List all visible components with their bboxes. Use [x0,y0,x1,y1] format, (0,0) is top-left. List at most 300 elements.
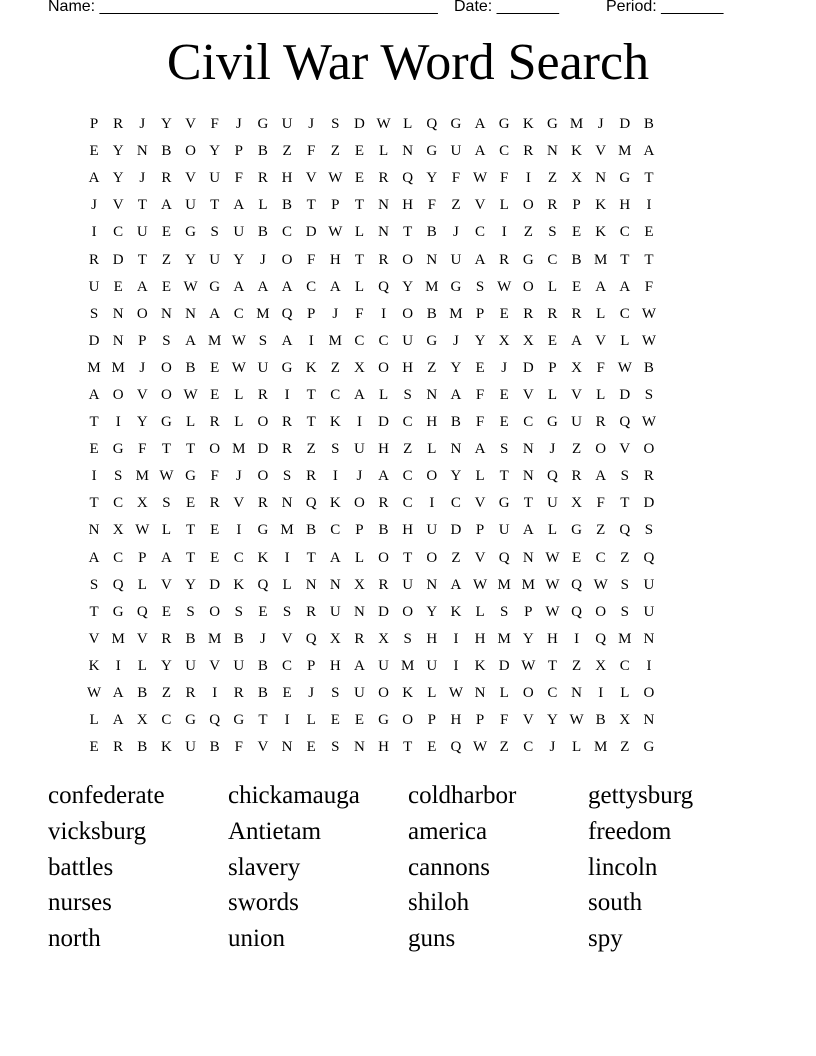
grid-letter[interactable]: S [89,576,99,593]
grid-letter[interactable]: R [306,603,317,620]
grid-letter[interactable]: N [136,143,148,160]
grid-letter[interactable]: J [356,468,363,485]
grid-letter[interactable]: W [545,603,560,620]
grid-letter[interactable]: M [232,441,246,458]
grid-letter[interactable]: L [354,278,365,295]
grid-letter[interactable]: V [281,630,293,647]
grid-letter[interactable]: P [475,305,485,322]
grid-letter[interactable]: T [354,197,365,214]
grid-letter[interactable]: H [378,441,389,458]
grid-letter[interactable]: R [282,414,293,431]
grid-letter[interactable]: B [161,143,172,160]
grid-letter[interactable]: O [595,603,607,620]
grid-letter[interactable]: N [474,685,486,702]
grid-letter[interactable]: M [111,359,125,376]
grid-letter[interactable]: S [500,603,509,620]
grid-letter[interactable]: T [499,468,509,485]
grid-letter[interactable]: L [185,414,196,431]
grid-letter[interactable]: C [282,657,293,674]
grid-letter[interactable]: O [402,712,414,729]
grid-letter[interactable]: V [522,712,534,729]
grid-letter[interactable]: G [498,116,510,133]
grid-letter[interactable]: Z [330,143,340,160]
grid-letter[interactable]: W [231,359,246,376]
grid-letter[interactable]: W [593,576,608,593]
grid-letter[interactable]: Y [112,170,124,187]
grid-letter[interactable]: I [115,657,121,674]
grid-letter[interactable]: O [402,251,414,268]
grid-letter[interactable]: U [450,251,462,268]
grid-letter[interactable]: N [571,685,582,702]
grid-letter[interactable]: C [233,549,244,566]
grid-letter[interactable]: A [474,441,486,458]
grid-letter[interactable]: H [474,630,486,647]
grid-letter[interactable]: S [331,116,340,133]
grid-letter[interactable]: A [474,116,486,133]
grid-letter[interactable]: V [161,576,172,593]
grid-letter[interactable]: L [620,332,630,349]
grid-letter[interactable]: A [474,251,486,268]
grid-letter[interactable]: L [571,739,582,756]
grid-letter[interactable]: S [210,224,219,241]
grid-letter[interactable]: H [281,170,293,187]
grid-letter[interactable]: L [547,386,558,403]
grid-letter[interactable]: S [620,576,629,593]
grid-letter[interactable]: R [595,414,606,431]
grid-letter[interactable]: V [136,630,148,647]
grid-letter[interactable]: A [329,278,341,295]
grid-letter[interactable]: Y [136,414,148,431]
grid-letter[interactable]: J [308,685,315,702]
grid-letter[interactable]: Q [136,603,148,620]
grid-letter[interactable]: I [356,414,362,431]
grid-letter[interactable]: Z [330,359,340,376]
grid-letter[interactable]: A [112,712,124,729]
grid-letter[interactable]: U [643,603,655,620]
grid-letter[interactable]: A [88,170,100,187]
grid-letter[interactable]: O [112,386,124,403]
grid-letter[interactable]: S [548,224,557,241]
grid-letter[interactable]: J [453,332,459,349]
grid-letter[interactable]: C [619,305,630,322]
grid-letter[interactable]: U [185,657,196,674]
grid-letter[interactable]: G [426,332,438,349]
grid-letter[interactable]: D [619,386,631,403]
grid-letter[interactable]: P [307,305,316,322]
grid-letter[interactable]: R [306,468,317,485]
grid-letter[interactable]: B [137,739,148,756]
grid-letter[interactable]: Z [306,441,316,458]
grid-letter[interactable]: L [499,197,509,214]
grid-letter[interactable]: Q [595,630,607,647]
grid-letter[interactable]: O [643,441,655,458]
grid-letter[interactable]: Q [305,630,317,647]
grid-letter[interactable]: L [378,386,389,403]
grid-letter[interactable]: M [449,305,463,322]
grid-letter[interactable]: F [644,278,654,295]
grid-letter[interactable]: A [450,576,462,593]
grid-letter[interactable]: H [426,414,438,431]
grid-letter[interactable]: F [500,712,509,729]
grid-letter[interactable]: E [306,739,316,756]
grid-letter[interactable]: Y [474,332,486,349]
grid-letter[interactable]: M [328,332,342,349]
grid-letter[interactable]: T [403,224,413,241]
grid-letter[interactable]: P [89,116,99,133]
grid-letter[interactable]: N [426,251,438,268]
grid-letter[interactable]: B [282,197,293,214]
grid-letter[interactable]: T [210,197,220,214]
grid-letter[interactable]: I [646,197,652,214]
grid-letter[interactable]: D [619,116,631,133]
grid-letter[interactable]: E [282,685,292,702]
grid-letter[interactable]: Z [620,549,630,566]
grid-letter[interactable]: W [183,386,198,403]
grid-letter[interactable]: N [88,522,100,539]
grid-letter[interactable]: E [210,522,220,539]
grid-letter[interactable]: V [474,495,486,512]
grid-letter[interactable]: W [641,332,657,349]
grid-letter[interactable]: O [402,305,414,322]
grid-letter[interactable]: O [522,685,534,702]
grid-letter[interactable]: W [376,116,391,133]
grid-letter[interactable]: A [378,468,389,485]
grid-letter[interactable]: R [113,739,124,756]
grid-letter[interactable]: D [257,441,269,458]
grid-letter[interactable]: V [257,739,269,756]
grid-letter[interactable]: Y [402,278,414,295]
grid-letter[interactable]: G [450,278,462,295]
grid-letter[interactable]: Z [427,359,437,376]
grid-letter[interactable]: U [571,414,582,431]
grid-letter[interactable]: C [402,468,413,485]
grid-letter[interactable]: V [474,549,486,566]
grid-letter[interactable]: X [329,630,341,647]
grid-letter[interactable]: A [595,278,607,295]
grid-letter[interactable]: G [257,522,269,539]
grid-letter[interactable]: P [475,712,485,729]
grid-letter[interactable]: Z [571,441,582,458]
grid-letter[interactable]: K [329,414,341,431]
grid-letter[interactable]: G [233,712,245,729]
grid-letter[interactable]: B [595,712,606,729]
grid-letter[interactable]: L [475,468,485,485]
grid-letter[interactable]: R [113,116,124,133]
grid-letter[interactable]: N [305,576,317,593]
grid-letter[interactable]: X [136,495,148,512]
grid-letter[interactable]: Q [209,712,221,729]
grid-letter[interactable]: T [523,495,533,512]
grid-letter[interactable]: S [162,332,171,349]
grid-letter[interactable]: L [596,305,606,322]
grid-letter[interactable]: K [450,603,462,620]
grid-letter[interactable]: T [306,197,316,214]
grid-letter[interactable]: Z [451,549,461,566]
grid-letter[interactable]: Y [233,251,245,268]
grid-letter[interactable]: N [643,712,655,729]
grid-letter[interactable]: K [522,116,534,133]
grid-letter[interactable]: E [499,414,509,431]
grid-letter[interactable]: I [574,630,580,647]
grid-letter[interactable]: P [524,603,533,620]
grid-letter[interactable]: B [257,685,268,702]
grid-letter[interactable]: N [450,441,462,458]
grid-letter[interactable]: L [475,603,485,620]
grid-letter[interactable]: F [475,386,485,403]
grid-letter[interactable]: G [257,116,269,133]
grid-letter[interactable]: Q [426,116,438,133]
grid-letter[interactable]: J [139,359,146,376]
grid-letter[interactable]: O [354,495,365,512]
grid-letter[interactable]: N [595,170,607,187]
grid-letter[interactable]: F [500,170,509,187]
grid-letter[interactable]: F [307,251,316,268]
grid-letter[interactable]: B [185,630,196,647]
grid-letter[interactable]: N [112,305,124,322]
grid-letter[interactable]: U [498,522,510,539]
grid-letter[interactable]: E [258,603,268,620]
grid-letter[interactable]: D [643,495,655,512]
grid-letter[interactable]: U [354,685,365,702]
grid-letter[interactable]: R [643,468,654,485]
grid-letter[interactable]: C [547,251,558,268]
grid-letter[interactable]: G [112,603,124,620]
grid-letter[interactable]: E [89,143,99,160]
grid-letter[interactable]: U [233,657,245,674]
grid-letter[interactable]: Z [499,739,509,756]
grid-letter[interactable]: W [617,359,632,376]
date-field[interactable]: Date: _______ [454,0,559,15]
grid-letter[interactable]: X [571,359,582,376]
grid-letter[interactable]: E [571,278,582,295]
grid-letter[interactable]: C [113,495,124,512]
grid-letter[interactable]: V [136,386,148,403]
grid-letter[interactable]: B [643,116,654,133]
grid-letter[interactable]: T [185,549,196,566]
grid-letter[interactable]: Y [426,170,438,187]
grid-letter[interactable]: L [403,116,413,133]
grid-letter[interactable]: R [185,685,196,702]
grid-letter[interactable]: J [260,251,266,268]
grid-letter[interactable]: D [305,224,317,241]
grid-letter[interactable]: W [545,576,560,593]
grid-letter[interactable]: V [522,386,534,403]
grid-letter[interactable]: D [88,332,100,349]
grid-letter[interactable]: J [549,739,556,756]
grid-letter[interactable]: E [499,305,509,322]
grid-letter[interactable]: O [209,441,221,458]
grid-letter[interactable]: M [111,630,125,647]
grid-letter[interactable]: Z [523,224,533,241]
grid-letter[interactable]: I [284,549,290,566]
grid-letter[interactable]: Z [620,739,630,756]
grid-letter[interactable]: R [571,468,582,485]
grid-letter[interactable]: Y [450,468,462,485]
grid-letter[interactable]: R [233,685,244,702]
grid-letter[interactable]: R [257,170,268,187]
grid-letter[interactable]: U [88,278,100,295]
grid-letter[interactable]: L [234,414,244,431]
grid-letter[interactable]: Q [305,495,317,512]
grid-letter[interactable]: S [89,305,99,322]
grid-letter[interactable]: I [308,332,314,349]
grid-letter[interactable]: S [331,685,340,702]
grid-letter[interactable]: E [475,359,485,376]
grid-letter[interactable]: Q [281,305,293,322]
name-field[interactable]: Name: ______________________________________ [48,0,438,15]
grid-letter[interactable]: D [354,116,365,133]
grid-letter[interactable]: J [91,197,97,214]
grid-letter[interactable]: B [209,739,220,756]
grid-letter[interactable]: E [644,224,654,241]
grid-letter[interactable]: C [547,685,558,702]
grid-letter[interactable]: U [643,576,655,593]
grid-letter[interactable]: V [185,170,196,187]
grid-letter[interactable]: E [427,739,437,756]
grid-letter[interactable]: L [282,576,292,593]
grid-letter[interactable]: H [547,630,558,647]
grid-letter[interactable]: N [161,305,172,322]
grid-letter[interactable]: V [233,495,245,512]
grid-letter[interactable]: A [281,278,293,295]
grid-letter[interactable]: V [619,441,631,458]
grid-letter[interactable]: K [161,739,172,756]
grid-letter[interactable]: C [233,305,244,322]
grid-letter[interactable]: M [569,116,584,133]
grid-letter[interactable]: Y [522,630,534,647]
grid-letter[interactable]: R [547,305,558,322]
grid-letter[interactable]: G [161,414,172,431]
grid-letter[interactable]: M [280,522,294,539]
grid-letter[interactable]: Y [161,116,172,133]
grid-letter[interactable]: E [330,712,340,729]
grid-letter[interactable]: Z [161,251,172,268]
grid-letter[interactable]: F [355,305,364,322]
grid-letter[interactable]: J [332,305,339,322]
grid-letter[interactable]: Z [451,197,461,214]
grid-letter[interactable]: H [402,359,414,376]
grid-letter[interactable]: A [233,197,245,214]
grid-letter[interactable]: M [618,630,632,647]
grid-letter[interactable]: W [328,224,343,241]
grid-letter[interactable]: W [641,414,657,431]
grid-letter[interactable]: P [307,657,316,674]
grid-letter[interactable]: X [522,332,534,349]
grid-letter[interactable]: A [161,197,172,214]
grid-letter[interactable]: G [426,143,438,160]
grid-letter[interactable]: A [281,332,293,349]
grid-letter[interactable]: B [257,143,268,160]
grid-letter[interactable]: V [305,170,317,187]
grid-letter[interactable]: O [426,549,438,566]
grid-letter[interactable]: V [474,197,486,214]
grid-letter[interactable]: B [185,359,196,376]
grid-letter[interactable]: X [378,630,389,647]
grid-letter[interactable]: O [185,143,196,160]
grid-letter[interactable]: D [450,522,462,539]
grid-letter[interactable]: G [112,441,124,458]
grid-letter[interactable]: R [282,441,293,458]
grid-letter[interactable]: S [258,332,268,349]
grid-letter[interactable]: N [522,549,534,566]
grid-letter[interactable]: S [403,630,412,647]
grid-letter[interactable]: J [260,630,266,647]
grid-letter[interactable]: O [595,441,607,458]
grid-letter[interactable]: T [185,441,196,458]
grid-letter[interactable]: L [378,143,389,160]
grid-letter[interactable]: R [378,170,389,187]
grid-letter[interactable]: A [161,549,172,566]
grid-letter[interactable]: S [331,739,340,756]
grid-letter[interactable]: W [497,278,512,295]
grid-letter[interactable]: E [354,170,365,187]
grid-letter[interactable]: P [427,712,436,729]
grid-letter[interactable]: N [378,197,389,214]
grid-letter[interactable]: B [643,359,654,376]
grid-letter[interactable]: C [475,224,486,241]
grid-letter[interactable]: U [185,739,196,756]
grid-letter[interactable]: T [137,197,147,214]
grid-letter[interactable]: L [427,441,437,458]
grid-letter[interactable]: P [572,197,581,214]
grid-letter[interactable]: R [257,386,268,403]
grid-letter[interactable]: C [306,278,317,295]
grid-letter[interactable]: Z [596,522,606,539]
grid-letter[interactable]: L [547,278,558,295]
grid-letter[interactable]: B [450,414,461,431]
grid-letter[interactable]: E [354,143,365,160]
grid-letter[interactable]: X [571,170,582,187]
grid-letter[interactable]: L [547,522,558,539]
grid-letter[interactable]: F [451,170,461,187]
grid-letter[interactable]: R [209,414,220,431]
grid-letter[interactable]: X [136,712,148,729]
grid-letter[interactable]: B [257,657,268,674]
grid-letter[interactable]: Z [282,143,292,160]
grid-letter[interactable]: Q [571,603,582,620]
grid-letter[interactable]: E [89,739,99,756]
grid-letter[interactable]: W [641,305,657,322]
grid-letter[interactable]: A [209,305,221,322]
grid-letter[interactable]: G [209,278,221,295]
grid-letter[interactable]: M [425,278,439,295]
grid-letter[interactable]: N [354,739,365,756]
grid-letter[interactable]: O [257,468,269,485]
grid-letter[interactable]: S [186,603,195,620]
grid-letter[interactable]: A [329,549,341,566]
grid-letter[interactable]: U [281,116,293,133]
grid-letter[interactable]: N [426,576,438,593]
grid-letter[interactable]: W [472,739,488,756]
grid-letter[interactable]: M [594,251,608,268]
grid-letter[interactable]: T [89,495,99,512]
grid-letter[interactable]: Q [498,549,510,566]
grid-letter[interactable]: Q [571,576,582,593]
grid-letter[interactable]: F [596,495,605,512]
grid-letter[interactable]: L [137,657,147,674]
grid-letter[interactable]: O [378,685,389,702]
grid-letter[interactable]: C [402,414,413,431]
grid-letter[interactable]: P [548,359,557,376]
grid-letter[interactable]: B [571,251,582,268]
grid-letter[interactable]: S [500,441,509,458]
grid-letter[interactable]: E [210,386,220,403]
grid-letter[interactable]: I [91,468,97,485]
grid-letter[interactable]: C [619,657,630,674]
grid-letter[interactable]: T [306,414,316,431]
grid-letter[interactable]: A [571,332,582,349]
grid-letter[interactable]: P [331,197,340,214]
